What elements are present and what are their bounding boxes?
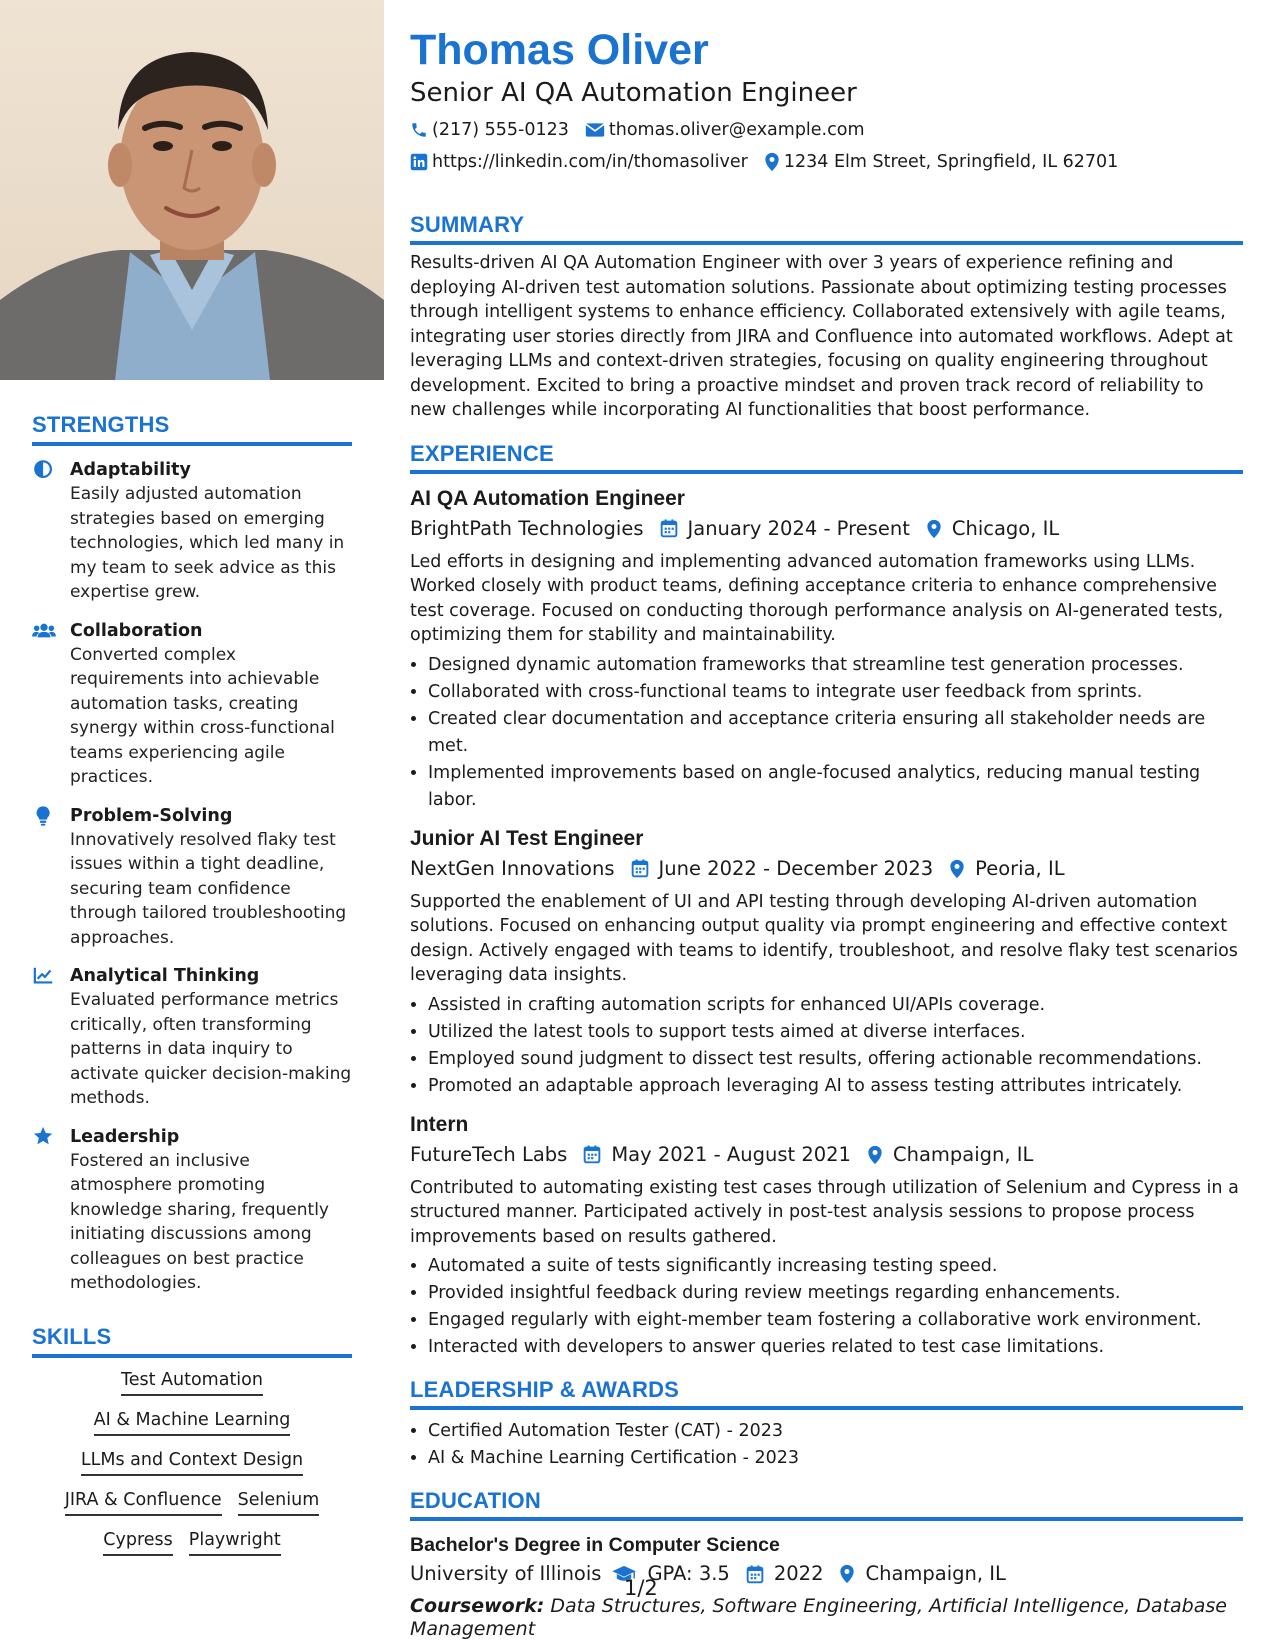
phone-contact[interactable] [410, 118, 569, 142]
map-pin-icon [949, 859, 965, 879]
lightbulb-icon [32, 805, 56, 827]
job-desc: Supported the enablement of UI and API testing through developing AI-driven automation solutions. Focused on enhancing output quality via prompt engineering and effective context design. Actively engaged with teams to identify, troubleshoot, and resolve flaky test scenarios leveraging data insights. [410, 891, 1238, 985]
list-item: • Implemented improvements based on angle-focused analytics, reducing manual testing labor. [428, 760, 1243, 814]
strength-title: Collaboration [70, 620, 203, 641]
job-meta [410, 1140, 1243, 1170]
map-pin-icon [764, 152, 780, 172]
half-circle-icon [32, 459, 56, 481]
degree-title: Bachelor's Degree in Computer Science [410, 1534, 780, 1556]
strength-item [32, 1125, 352, 1296]
list-item: • Employed sound judgment to dissect test results, offering actionable recommendations. [428, 1046, 1243, 1073]
contact-row [410, 118, 1243, 142]
strength-title: Analytical Thinking [70, 966, 260, 986]
list-item: • Utilized the latest tools to support tests aimed at diverse interfaces. [428, 1019, 1243, 1046]
experience-section [410, 441, 1243, 1362]
job-desc: Led efforts in designing and implementing advanced automation frameworks using LLMs. Worked closely with product teams, defining acceptance criteria to enhance comprehensive test coverage. Focused on conducting thorough performance analysis on AI-generated tests, optimizing them for stability and maintainability. [410, 551, 1224, 645]
job-meta [410, 514, 1243, 544]
job-location: Champaign, IL [892, 1142, 1034, 1166]
list-item: • Engaged regularly with eight-member team fostering a collaborative work environment. [428, 1307, 1243, 1334]
strength-desc: Converted complex requirements into achievable automation tasks, creating synergy within cross-functional teams experiencing agile practices. [70, 644, 335, 787]
strength-item [32, 804, 352, 951]
linkedin-icon [410, 153, 428, 171]
skill-tag: Test Automation [121, 1370, 263, 1396]
list-item: • Designed dynamic automation frameworks that streamline test generation processes. [428, 652, 1243, 679]
phone-text: (217) 555-0123 [432, 120, 569, 140]
coursework-text: Data Structures, Software Engineering, Artificial Intelligence, Database Management [410, 1595, 1227, 1640]
skills-list [32, 1370, 352, 1556]
list-item: • Collaborated with cross-functional teams to integrate user feedback from sprints. [428, 679, 1243, 706]
list-item: • AI & Machine Learning Certification - 2023 [428, 1445, 1243, 1472]
awards-title: LEADERSHIP & AWARDS [410, 1377, 1243, 1410]
job-dates: May 2021 - August 2021 [611, 1142, 851, 1166]
education-title: EDUCATION [410, 1488, 1243, 1521]
job-bullets [410, 992, 1243, 1100]
map-pin-icon [926, 519, 942, 539]
skill-tag: AI & Machine Learning [94, 1410, 291, 1436]
skill-tag: Playwright [189, 1530, 281, 1556]
list-item: • Automated a suite of tests significantly increasing testing speed. [428, 1253, 1243, 1280]
awards-list [410, 1418, 1243, 1472]
school-location: Champaign, IL [865, 1562, 1006, 1585]
summary-section [410, 212, 1243, 423]
job-title: AI QA Automation Engineer [410, 486, 685, 510]
education-section [410, 1488, 1243, 1641]
summary-title: SUMMARY [410, 212, 1243, 245]
profile-photo [0, 0, 384, 380]
job-bullets [410, 652, 1243, 814]
strength-title: Adaptability [70, 460, 191, 480]
strength-title: Leadership [70, 1126, 180, 1147]
job-location: Chicago, IL [951, 516, 1060, 540]
skill-tag: LLMs and Context Design [81, 1450, 303, 1476]
job-company: NextGen Innovations [410, 856, 615, 880]
map-pin-icon [867, 1145, 883, 1165]
linkedin-contact[interactable] [410, 150, 748, 174]
strength-item [32, 619, 352, 790]
address-text: 1234 Elm Street, Springfield, IL 62701 [783, 152, 1119, 172]
list-item: • Provided insightful feedback during review meetings regarding enhancements. [428, 1280, 1243, 1307]
job-meta [410, 854, 1243, 884]
phone-icon [410, 121, 428, 139]
education-meta [410, 1559, 1243, 1589]
list-item: • Created clear documentation and acceptance criteria ensuring all stakeholder needs are met. [428, 706, 1243, 760]
job-title: Intern [410, 1112, 469, 1136]
map-pin-icon [839, 1564, 855, 1584]
chart-line-icon [32, 965, 56, 987]
strength-title: Problem-Solving [70, 805, 233, 826]
users-icon [32, 620, 56, 642]
star-icon [32, 1126, 56, 1148]
address-contact [764, 150, 1118, 174]
summary-text: Results-driven AI QA Automation Engineer with over 3 years of experience refining and deploying AI-driven test automation solutions. Passionate about optimizing testing processes through intelligent systems to enhance efficiency. Collaborated extensively with agile teams, integrating user stories directly from JIRA and Confluence into automated workflows. Adept at leveraging LLMs and context-driven strategies, focusing on quality engineering throughout development. Excited to bring a proactive mindset and proven track record of reliability to new challenges while incorporating AI functionalities that boost performance. [410, 253, 1233, 420]
email-text: thomas.oliver@example.com [608, 120, 865, 140]
list-item: • Certified Automation Tester (CAT) - 2023 [428, 1418, 1243, 1445]
calendar-icon [631, 859, 649, 878]
graduation-year: 2022 [773, 1562, 824, 1585]
gpa-text: GPA: 3.5 [647, 1562, 730, 1585]
school-name: University of Illinois [410, 1562, 602, 1585]
job-entry [410, 484, 1243, 814]
calendar-icon [746, 1565, 764, 1584]
email-contact[interactable] [585, 118, 865, 142]
skill-tag: JIRA & Confluence [65, 1490, 222, 1516]
job-title: Junior AI Test Engineer [410, 826, 644, 850]
strength-desc: Fostered an inclusive atmosphere promoting knowledge sharing, frequently initiating discussions among colleagues on best practice methodologies. [70, 1150, 329, 1293]
candidate-name: Thomas Oliver [410, 26, 709, 74]
page-number: 1/2 [624, 1576, 658, 1600]
calendar-icon [583, 1145, 601, 1164]
experience-title: EXPERIENCE [410, 441, 1243, 474]
strength-item [32, 458, 352, 605]
job-dates: June 2022 - December 2023 [658, 856, 934, 880]
job-dates: January 2024 - Present [687, 516, 910, 540]
list-item: • Assisted in crafting automation scripts for enhanced UI/APIs coverage. [428, 992, 1243, 1019]
job-desc: Contributed to automating existing test cases through utilization of Selenium and Cypress in a structured manner. Participated actively in post-test analysis sessions to propose process improvements based on results gathered. [410, 1177, 1239, 1247]
strength-item [32, 964, 352, 1111]
skill-tag: Selenium [238, 1490, 320, 1516]
job-bullets [410, 1253, 1243, 1361]
list-item: • Promoted an adaptable approach leveraging AI to assess testing attributes intricately. [428, 1073, 1243, 1100]
sidebar [0, 0, 384, 1650]
main-content [410, 24, 1243, 1641]
strength-desc: Innovatively resolved flaky test issues within a tight deadline, securing team confidence through tailored troubleshooting approaches. [70, 829, 347, 948]
job-entry [410, 1110, 1243, 1362]
job-location: Peoria, IL [975, 856, 1065, 880]
candidate-role: Senior AI QA Automation Engineer [410, 78, 857, 108]
envelope-icon [585, 122, 605, 138]
job-company: FutureTech Labs [410, 1142, 568, 1166]
strengths-title: STRENGTHS [32, 412, 352, 446]
strength-desc: Evaluated performance metrics critically, often transforming patterns in data inquiry to activate quicker decision-making methods. [70, 990, 352, 1108]
skill-tag: Cypress [103, 1530, 173, 1556]
strength-desc: Easily adjusted automation strategies based on emerging technologies, which led many in my team to seek advice as this expertise grew. [70, 484, 345, 602]
coursework-label: Coursework: [410, 1595, 545, 1617]
coursework [410, 1595, 1243, 1641]
awards-section [410, 1377, 1243, 1472]
job-entry [410, 824, 1243, 1100]
linkedin-text: https://linkedin.com/in/thomasoliver [432, 152, 748, 172]
job-company: BrightPath Technologies [410, 516, 644, 540]
calendar-icon [660, 519, 678, 538]
skills-title: SKILLS [32, 1324, 352, 1358]
contact-row-2 [410, 150, 1243, 174]
list-item: • Interacted with developers to answer queries related to test case limitations. [428, 1334, 1243, 1361]
